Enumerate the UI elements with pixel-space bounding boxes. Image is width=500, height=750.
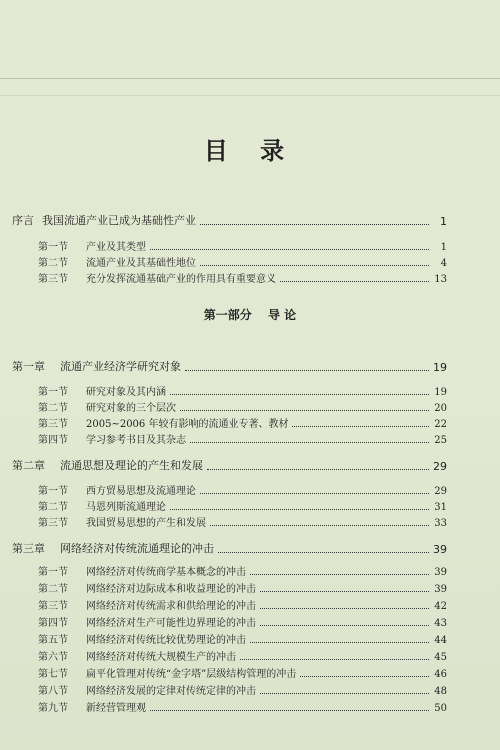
toc-section[interactable] [38,514,447,529]
section-label: 第三节 [38,274,68,285]
entry-page: 29 [433,460,447,473]
leader-dots [250,641,429,643]
section-label: 第三节 [38,518,68,529]
section-label: 第二节 [38,403,68,414]
leader-dots [300,675,429,677]
section-page: 13 [434,274,447,285]
toc-entry-chapter[interactable] [12,358,447,374]
leader-dots [260,607,429,609]
toc-entry-chapter[interactable] [12,457,447,473]
toc-entry-preface[interactable] [12,212,447,228]
section-title: 网络经济对边际成本和收益理论的冲击 [86,584,256,595]
section-label: 第四节 [38,618,68,629]
section-title: 网络经济对传统比较优势理论的冲击 [86,635,246,646]
leader-dots [180,409,429,411]
entry-label: 第三章 [12,542,45,555]
section-title: 研究对象及其内涵 [86,387,166,398]
section-title: 研究对象的三个层次 [86,403,176,414]
toc-title: 目 录 [203,137,297,165]
section-label: 第一节 [38,486,68,497]
section-title: 2005~2006 年较有影响的流通业专著、教材 [86,419,289,430]
leader-dots [200,223,429,225]
leader-dots [260,692,429,694]
leader-dots [280,280,429,282]
section-page: 45 [434,652,447,663]
part-label: 第一部分 [203,308,252,322]
section-title: 学习参考书目及其杂志 [86,435,186,446]
entry-title: 我国流通产业已成为基础性产业 [42,214,196,227]
section-title: 扁平化管理对传统“金字塔”层级结构管理的冲击 [86,669,297,680]
section-page: 46 [434,669,447,680]
leader-dots [210,524,429,526]
leader-dots [190,441,429,443]
section-label: 第一节 [38,242,68,253]
section-page: 19 [434,387,447,398]
part-heading [0,306,500,323]
leader-dots [250,573,429,575]
leader-dots [170,508,429,510]
entry-page: 1 [440,215,447,228]
section-title: 网络经济对传统需求和供给理论的冲击 [86,601,256,612]
entry-page: 39 [433,543,447,556]
leader-dots [240,658,429,660]
leader-dots [292,425,429,427]
toc-section[interactable] [38,580,447,595]
section-page: 4 [440,258,447,269]
toc-section[interactable] [38,699,447,714]
section-label: 第一节 [38,567,68,578]
entry-label: 第一章 [12,360,45,373]
section-title: 充分发挥流通基础产业的作用具有重要意义 [86,274,276,285]
section-label: 第九节 [38,703,68,714]
section-page: 43 [434,618,447,629]
toc-section[interactable] [38,614,447,629]
toc-section[interactable] [38,648,447,663]
section-page: 48 [434,686,447,697]
section-label: 第七节 [38,669,68,680]
entry-label: 序言 [12,214,34,227]
section-title: 流通产业及其基础性地位 [86,258,196,269]
section-page: 42 [434,601,447,612]
section-title: 网络经济对传统商学基本概念的冲击 [86,567,246,578]
leader-dots [260,590,429,592]
leader-dots [200,492,429,494]
toc-section[interactable] [38,682,447,697]
toc-section[interactable] [38,238,447,253]
section-label: 第六节 [38,652,68,663]
section-page: 20 [434,403,447,414]
section-page: 31 [434,502,447,513]
toc-section[interactable] [38,665,447,680]
section-label: 第二节 [38,258,68,269]
section-title: 网络经济发展的定律对传统定律的冲击 [86,686,256,697]
toc-section[interactable] [38,415,447,430]
part-title: 导 论 [268,308,297,322]
entry-label: 第二章 [12,459,45,472]
section-page: 44 [434,635,447,646]
leader-dots [207,468,429,470]
section-title: 新经营管理观 [86,703,146,714]
leader-dots [200,264,429,266]
leader-dots [170,393,429,395]
toc-section[interactable] [38,383,447,398]
leader-dots [150,248,429,250]
section-title: 西方贸易思想及流通理论 [86,486,196,497]
section-label: 第二节 [38,502,68,513]
toc-section[interactable] [38,498,447,513]
entry-page: 19 [433,361,447,374]
bleed-through-rule [0,95,500,96]
section-page: 22 [434,419,447,430]
section-label: 第四节 [38,435,68,446]
toc-section[interactable] [38,631,447,646]
section-title: 产业及其类型 [86,242,146,253]
section-title: 网络经济对传统大规模生产的冲击 [86,652,236,663]
entry-title: 流通思想及理论的产生和发展 [60,459,203,472]
bleed-through-rule [0,78,500,79]
section-page: 39 [434,567,447,578]
toc-section[interactable] [38,399,447,414]
section-page: 39 [434,584,447,595]
section-label: 第三节 [38,601,68,612]
toc-section[interactable] [38,597,447,612]
section-page: 25 [434,435,447,446]
toc-section[interactable] [38,254,447,269]
section-title: 我国贸易思想的产生和发展 [86,518,206,529]
toc-section[interactable] [38,482,447,497]
leader-dots [185,369,429,371]
section-page: 29 [434,486,447,497]
section-label: 第二节 [38,584,68,595]
section-page: 33 [434,518,447,529]
section-label: 第五节 [38,635,68,646]
section-label: 第三节 [38,419,68,430]
entry-title: 流通产业经济学研究对象 [60,360,181,373]
leader-dots [218,551,429,553]
toc-section[interactable] [38,431,447,446]
section-label: 第一节 [38,387,68,398]
leader-dots [150,709,429,711]
section-title: 网络经济对生产可能性边界理论的冲击 [86,618,256,629]
section-page: 50 [434,703,447,714]
leader-dots [260,624,429,626]
toc-section[interactable] [38,563,447,578]
section-page: 1 [440,242,447,253]
toc-entry-chapter[interactable] [12,540,447,556]
entry-title: 网络经济对传统流通理论的冲击 [60,542,214,555]
section-label: 第八节 [38,686,68,697]
section-title: 马恩列斯流通理论 [86,502,166,513]
toc-section[interactable] [38,270,447,285]
